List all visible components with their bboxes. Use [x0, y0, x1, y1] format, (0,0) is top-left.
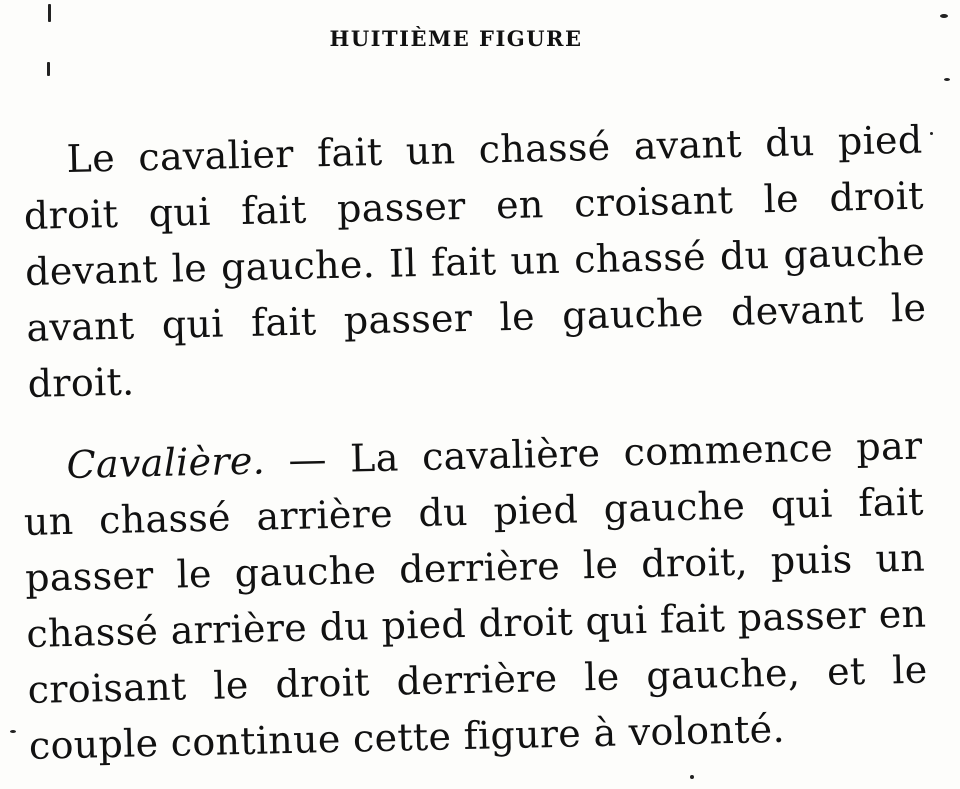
paragraph-cavalier [22, 112, 928, 412]
scan-mark [930, 132, 933, 135]
paragraph-indent [23, 478, 67, 479]
scan-mark [690, 775, 694, 779]
role-label: Cavalière. [66, 438, 266, 487]
scan-mark [944, 78, 950, 81]
page-heading: HUITIÈME FIGURE [329, 26, 583, 51]
scan-mark [10, 730, 16, 733]
paragraph-cavaliere [22, 418, 929, 774]
scan-mark [47, 62, 50, 76]
scan-mark [940, 14, 948, 18]
paragraph-cavaliere-text: La cavalière commence par un chassé arrière du pied gauche qui fait passer le gauche derrière le droit, puis un chassé arrière du pied droit qui fait passer en croisant le droit derrière le gauche, et le couple continue cette figure à volonté. [23, 423, 928, 768]
em-dash: — [264, 436, 351, 483]
paragraph-indent [23, 172, 67, 173]
paragraph-cavalier-text: Le cavalier fait un chassé avant du pied droit qui fait passer en croisant le droit devant le gauche. Il fait un chassé du gauche avant qui fait passer le gauche devant le droit. [23, 117, 927, 406]
scan-mark [48, 4, 51, 22]
